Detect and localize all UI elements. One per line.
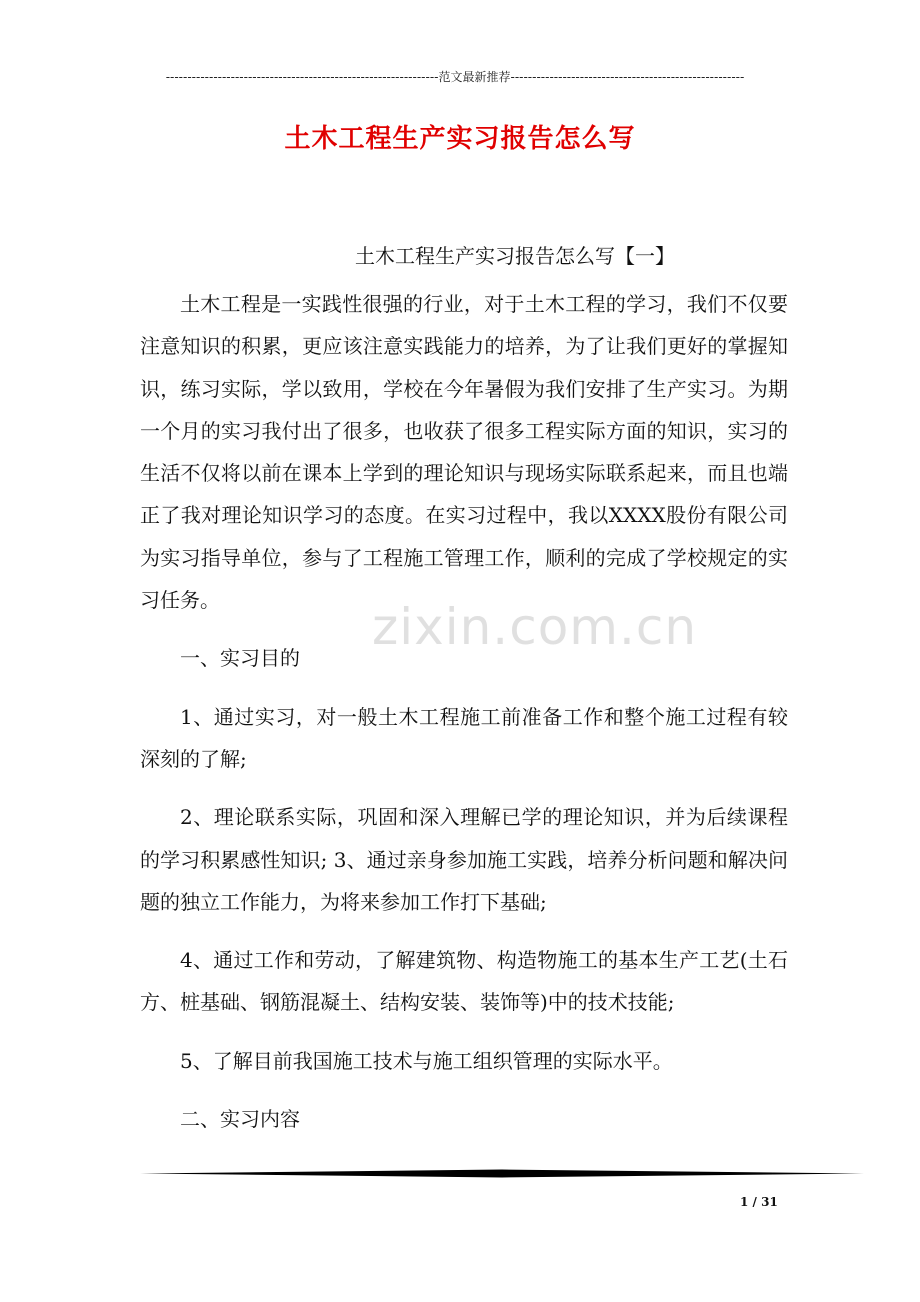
watermark: zixin.com.cn (372, 598, 698, 656)
paragraph-intro: 土木工程是一实践性很强的行业，对于土木工程的学习，我们不仅要注意知识的积累，更应该注意实践能力的培养，为了让我们更好的掌握知识，练习实际，学以致用，学校在今年暑假为我们安排了生产实习。为期一个月的实习我付出了很多，也收获了很多工程实际方面的知识，实习的生活不仅将以前在课本上学到的理论知识与现场实际联系起来，而且也端正了我对理论知识学习的态度。在实习过程中，我以XXXX股份有限公司为实习指导单位，参与了工程施工管理工作，顺利的完成了学校规定的实习任务。 (140, 292, 788, 613)
section-title: 土木工程生产实习报告怎么写【一】 (355, 244, 675, 268)
heading-practice-purpose: 一、实习目的 (180, 646, 300, 671)
list-item-purpose-1: 1、通过实习，对一般土木工程施工前准备工作和整个施工过程有较深刻的了解; (140, 704, 788, 771)
list-item-purpose-2-3: 2、理论联系实际，巩固和深入理解已学的理论知识，并为后续课程的学习积累感性知识; 3、通过亲身参加施工实践，培养分析问题和解决问题的独立工作能力，为将来参加工作打下基础; (140, 805, 788, 914)
document-body (140, 283, 788, 1140)
heading-practice-content: 二、实习内容 (180, 1107, 300, 1132)
footer-divider (140, 1169, 864, 1178)
list-item-purpose-4: 4、通过工作和劳动，了解建筑物、构造物施工的基本生产工艺(土石方、桩基础、钢筋混凝土、结构安装、装饰等)中的技术技能; (140, 948, 788, 1015)
header-tag-line: ---------------------------------------------------------------范文最新推荐------------------------------------------------------ (165, 70, 745, 84)
document-title: 土木工程生产实习报告怎么写 (284, 124, 636, 154)
list-item-purpose-5: 5、了解目前我国施工技术与施工组织管理的实际水平。 (180, 1048, 673, 1073)
page-number: 1 / 31 (740, 1195, 778, 1209)
